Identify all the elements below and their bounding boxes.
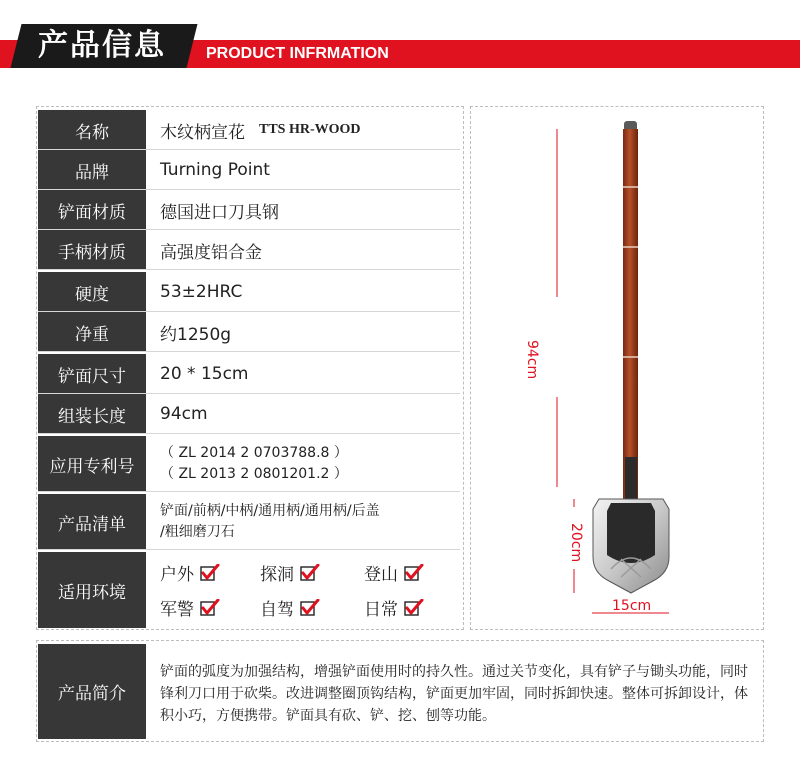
- spec-value: [146, 552, 460, 628]
- checkbox-checked-icon: [404, 564, 424, 581]
- spec-row-blade-size: [38, 354, 460, 394]
- patent-number: （ ZL 2014 2 0703788.8 ）: [160, 445, 348, 461]
- environment-grid: [160, 560, 434, 620]
- checkbox-checked-icon: [300, 564, 320, 581]
- product-image: [471, 107, 763, 629]
- spec-value: 20 * 15cm: [160, 364, 249, 384]
- package-list-line: 铲面/前柄/中柄/通用柄/通用柄/后盖: [160, 503, 380, 519]
- shovel-neck: [625, 457, 637, 505]
- environment-item: [260, 560, 364, 585]
- spec-value: 53±2HRC: [160, 282, 243, 302]
- spec-label: 名称: [38, 110, 146, 150]
- spec-value: Turning Point: [160, 160, 270, 180]
- spec-row-package-list: [38, 494, 460, 550]
- package-list-line: /粗细磨刀石: [160, 524, 235, 540]
- checkbox-checked-icon: [300, 599, 320, 616]
- spec-value: 德国进口刀具钢: [160, 202, 279, 223]
- environment-label: 户外: [160, 565, 194, 585]
- environment-item: [364, 560, 434, 585]
- spec-row-name: [38, 110, 460, 150]
- spec-value: 高强度铝合金: [160, 242, 262, 263]
- spec-row-handle-material: [38, 230, 460, 270]
- spec-value: [146, 494, 460, 550]
- checkbox-checked-icon: [200, 599, 220, 616]
- row-divider: [38, 269, 460, 270]
- spec-row-hardness: [38, 272, 460, 312]
- header-title-cn: 产品信息: [38, 28, 166, 63]
- row-divider: [38, 491, 460, 492]
- spec-row-weight: [38, 312, 460, 352]
- spec-label: 净重: [38, 312, 146, 352]
- spec-value: [146, 436, 460, 492]
- spec-row-blade-material: [38, 190, 460, 230]
- blade-height-label: 20cm: [568, 523, 584, 563]
- length-label: 94cm: [524, 340, 540, 380]
- spec-value: 94cm: [160, 404, 208, 424]
- description-text: 铲面的弧度为加强结构，增强铲面使用时的持久性。通过关节变化，具有铲子与锄头功能，同时锋利刀口用于砍柴。改进调整圈顶钩结构，铲面更加牢固，同时拆卸快速。整体可拆卸设计，体积小巧，方便携带。铲面具有砍、铲、挖、刨等功能。: [160, 664, 748, 724]
- environment-label: 军警: [160, 600, 194, 620]
- row-divider: [38, 549, 460, 550]
- spec-label: 组装长度: [38, 394, 146, 434]
- blade-width-label: 15cm: [612, 598, 652, 614]
- spec-row-length: [38, 394, 460, 434]
- patent-number: （ ZL 2013 2 0801201.2 ）: [160, 466, 348, 482]
- spec-row-environment: [38, 552, 460, 628]
- spec-value: 约1250g: [160, 324, 232, 345]
- checkbox-checked-icon: [404, 599, 424, 616]
- environment-item: [160, 560, 260, 585]
- product-code: TTS HR-WOOD: [259, 122, 361, 137]
- spec-row-patent: [38, 436, 460, 492]
- description-label: 产品简介: [38, 644, 146, 739]
- environment-label: 自驾: [260, 600, 294, 620]
- environment-label: 探洞: [260, 565, 294, 585]
- environment-item: [160, 595, 260, 620]
- environment-item: [260, 595, 364, 620]
- row-divider: [38, 351, 460, 352]
- environment-label: 日常: [364, 600, 398, 620]
- spec-label: 适用环境: [38, 552, 146, 628]
- spec-label: 手柄材质: [38, 230, 146, 270]
- spec-label: 应用专利号: [38, 436, 146, 492]
- spec-label: 硬度: [38, 272, 146, 312]
- checkbox-checked-icon: [200, 564, 220, 581]
- spec-label: 品牌: [38, 150, 146, 190]
- spec-label: 产品清单: [38, 494, 146, 550]
- environment-label: 登山: [364, 565, 398, 585]
- spec-value-container: [146, 110, 460, 150]
- spec-label: 铲面材质: [38, 190, 146, 230]
- blade-inner: [607, 503, 655, 563]
- environment-item: [364, 595, 434, 620]
- header-title-en: PRODUCT INFRMATION: [206, 45, 389, 62]
- spec-row-brand: [38, 150, 460, 190]
- spec-value: 木纹柄宣花: [160, 122, 245, 143]
- spec-label: 铲面尺寸: [38, 354, 146, 394]
- row-divider: [38, 433, 460, 434]
- shovel-handle: [623, 129, 638, 499]
